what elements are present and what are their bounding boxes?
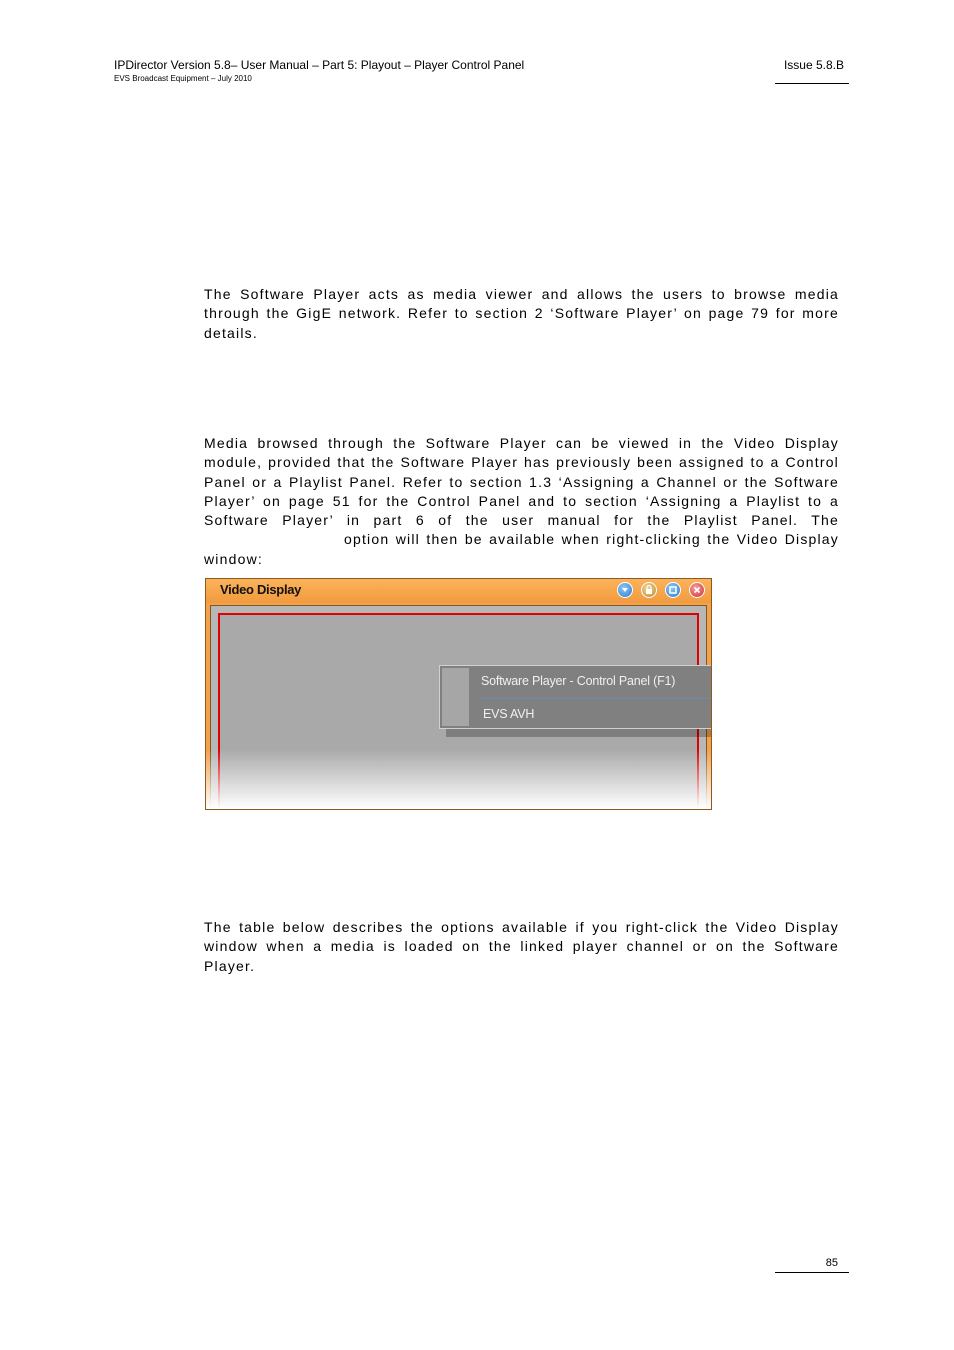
software-player-paragraph: The Software Player acts as media viewer and allows the users to browse media through the GigE network. Refer to section 2 ‘Software Player’ on page 79 for more details. <box>204 286 839 341</box>
header-subtitle: EVS Broadcast Equipment – July 2010 <box>114 74 252 83</box>
header-issue: Issue 5.8.B <box>783 58 844 72</box>
screenshot-fade <box>206 749 711 809</box>
page-number: 85 <box>825 1257 838 1269</box>
close-icon[interactable] <box>689 582 705 598</box>
context-menu <box>439 665 712 729</box>
header-title: IPDirector Version 5.8– User Manual – Part 5: Playout – Player Control Panel <box>114 58 525 72</box>
header-rule <box>775 83 849 84</box>
menu-item-software-player[interactable]: Software Player - Control Panel (F1) <box>481 674 676 688</box>
video-display-screenshot <box>205 578 712 810</box>
lock-icon[interactable] <box>641 582 657 598</box>
table-intro-paragraph: The table below describes the options available if you right-click the Video Display window when a media is loaded on the linked player channel or on the Software Player. <box>204 919 839 974</box>
menu-separator <box>480 698 712 699</box>
footer-rule <box>775 1272 849 1273</box>
video-display-title: Video Display <box>220 582 302 597</box>
context-menu-gutter <box>442 668 469 726</box>
paragraph-text-end: option will then be available when right-clicking the Video Display window: <box>204 531 839 567</box>
paragraph-text-start: Media browsed through the Software Player can be viewed in the Video Display module, provided that the Software Player has previously been assigned to a Control Panel or a Playlist Panel. Refer to section 1.3 ‘Assigning a Channel or the Software Player’ on page 51 for the Control Panel and to section ‘Assigning a Playlist to a Software Player’ in part 6 of the user manual for the Playlist Panel. The <box>204 435 839 529</box>
menu-item-evs-avh[interactable]: EVS AVH <box>483 707 535 721</box>
video-display-paragraph <box>204 434 839 569</box>
maximize-icon[interactable] <box>665 582 681 598</box>
dropdown-icon[interactable] <box>617 582 633 598</box>
video-display-titlebar <box>206 579 711 603</box>
